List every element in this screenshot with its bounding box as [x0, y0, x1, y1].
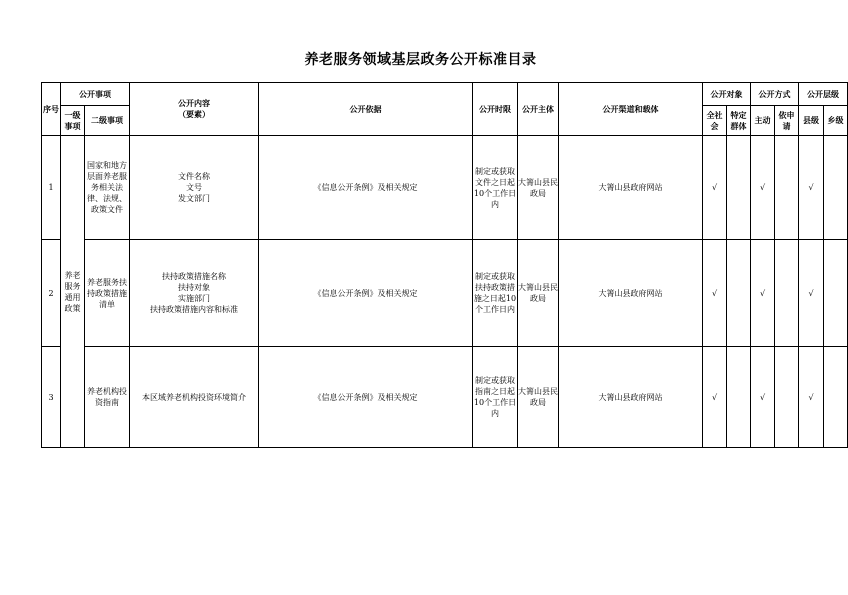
header-level1: 一级事项 — [61, 106, 85, 136]
empty-cell — [727, 347, 751, 448]
row-subject: 大箐山县民政局 — [518, 136, 559, 240]
header-level2: 二级事项 — [85, 106, 130, 136]
header-time-limit: 公开时限 — [473, 83, 518, 136]
row-basis: 《信息公开条例》及相关规定 — [259, 347, 473, 448]
row-basis: 《信息公开条例》及相关规定 — [259, 136, 473, 240]
empty-cell — [775, 136, 799, 240]
content-line: 实施部门 — [178, 294, 210, 303]
row-channel: 大箐山县政府网站 — [559, 240, 703, 347]
row-seq: 3 — [42, 347, 61, 448]
level1-item: 养老服务通用政策 — [61, 136, 85, 448]
row-time-limit: 制定或获取指南之日起10个工作日内 — [473, 347, 518, 448]
empty-cell — [775, 347, 799, 448]
row-level2: 养老服务扶持政策措施清单 — [85, 240, 130, 347]
table-row — [42, 347, 848, 448]
check-mark: √ — [751, 347, 775, 448]
row-content — [130, 240, 259, 347]
content-line: 扶持对象 — [178, 283, 210, 292]
row-content — [130, 347, 259, 448]
empty-cell — [824, 136, 848, 240]
table-row — [42, 240, 848, 347]
header-target: 公开对象 — [703, 83, 751, 106]
row-level2: 国家和地方层面养老服务相关法律、法规、政策文件 — [85, 136, 130, 240]
row-time-limit: 制定或获取文件之日起10个工作日内 — [473, 136, 518, 240]
header-subject: 公开主体 — [518, 83, 559, 136]
table-row — [42, 136, 848, 240]
empty-cell — [775, 240, 799, 347]
header-method-active: 主动 — [751, 106, 775, 136]
row-seq: 2 — [42, 240, 61, 347]
header-level: 公开层级 — [799, 83, 848, 106]
content-line: 扶持政策措施名称 — [162, 272, 226, 281]
empty-cell — [824, 347, 848, 448]
row-level2: 养老机构投资指南 — [85, 347, 130, 448]
content-line: 扶持政策措施内容和标准 — [150, 305, 238, 314]
content-line: 本区域养老机构投资环境简介 — [142, 392, 246, 402]
catalog-table — [41, 82, 848, 448]
document-title: 养老服务领域基层政务公开标准目录 — [304, 52, 537, 68]
header-public-items: 公开事项 — [61, 83, 130, 106]
header-channel: 公开渠道和载体 — [559, 83, 703, 136]
content-line: 发文部门 — [178, 194, 210, 203]
row-basis: 《信息公开条例》及相关规定 — [259, 240, 473, 347]
header-target-all: 全社会 — [703, 106, 727, 136]
check-mark: √ — [799, 240, 824, 347]
header-content — [130, 83, 259, 136]
check-mark: √ — [799, 136, 824, 240]
row-channel: 大箐山县政府网站 — [559, 347, 703, 448]
check-mark: √ — [751, 136, 775, 240]
header-content-line1: 公开内容 — [178, 98, 210, 108]
header-content-line2: （要素） — [178, 109, 210, 119]
row-channel: 大箐山县政府网站 — [559, 136, 703, 240]
check-mark: √ — [751, 240, 775, 347]
check-mark: √ — [703, 240, 727, 347]
empty-cell — [824, 240, 848, 347]
content-line: 文件名称 — [178, 172, 210, 181]
header-method-request: 依申请 — [775, 106, 799, 136]
empty-cell — [727, 136, 751, 240]
row-subject: 大箐山县民政局 — [518, 240, 559, 347]
row-seq: 1 — [42, 136, 61, 240]
header-target-specific: 特定群体 — [727, 106, 751, 136]
check-mark: √ — [703, 347, 727, 448]
content-line: 文号 — [186, 183, 202, 192]
check-mark: √ — [799, 347, 824, 448]
header-level-county: 县级 — [799, 106, 824, 136]
check-mark: √ — [703, 136, 727, 240]
row-content — [130, 136, 259, 240]
row-time-limit: 制定或获取扶持政策措施之日起10个工作日内 — [473, 240, 518, 347]
empty-cell — [727, 240, 751, 347]
header-level-township: 乡级 — [824, 106, 848, 136]
header-basis: 公开依据 — [259, 83, 473, 136]
header-seq: 序号 — [42, 83, 61, 136]
header-method: 公开方式 — [751, 83, 799, 106]
row-subject: 大箐山县民政局 — [518, 347, 559, 448]
header-row-1 — [42, 83, 848, 106]
